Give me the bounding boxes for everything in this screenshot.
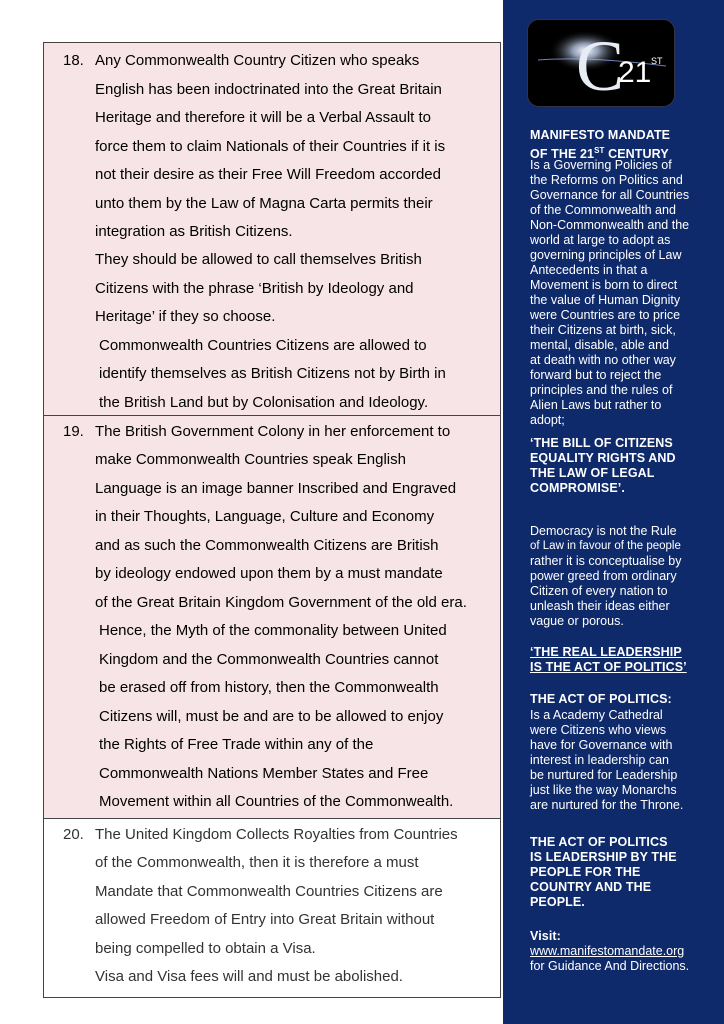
item-line: The United Kingdom Collects Royalties from Countries [95, 826, 458, 843]
bill-line: EQUALITY RIGHTS AND [530, 451, 676, 465]
intro-line: Antecedents in that a [530, 263, 648, 277]
item-number: 18. [63, 52, 84, 69]
intro-line: Non-Commonwealth and the [530, 218, 690, 232]
act-of-politics-heading: THE ACT OF POLITICS: [530, 692, 672, 706]
heading-text: CENTURY [604, 147, 669, 162]
democracy-line: unleash their ideas either [530, 599, 670, 613]
intro-line: governing principles of Law [530, 248, 682, 262]
logo-graphic [528, 20, 674, 106]
manifesto-items-table [43, 42, 501, 998]
item-line: Mandate that Commonwealth Countries Citizens are [95, 883, 443, 900]
democracy-paragraph [530, 524, 681, 629]
intro-line: the Reforms on Politics and [530, 173, 683, 187]
item-line: They should be allowed to call themselves British [95, 251, 422, 268]
people-line: THE ACT OF POLITICS [530, 835, 668, 849]
manifesto-logo [527, 19, 675, 107]
logo-number: 21 [618, 56, 652, 89]
item-line: Any Commonwealth Country Citizen who speaks [95, 52, 420, 69]
item-line: identify themselves as British Citizens not by Birth in [99, 365, 446, 382]
sidebar [503, 0, 724, 1024]
intro-line: of the Commonwealth and [530, 203, 676, 217]
sidebar-intro [530, 158, 689, 428]
intro-line: Movement is born to direct [530, 278, 678, 292]
visit-suffix: for Guidance And Directions. [530, 959, 690, 973]
item-line: the Rights of Free Trade within any of the [99, 736, 374, 753]
act-line: are nurtured for the Throne. [530, 798, 684, 812]
item-line: English has been indoctrinated into the Great Britain [95, 81, 442, 98]
item-line: Heritage and therefore it will be a Verbal Assault to [95, 109, 432, 126]
item-line: The British Government Colony in her enforcement to [95, 423, 451, 440]
logo-sup: ST [651, 56, 663, 66]
intro-line: adopt; [530, 413, 565, 427]
people-line: PEOPLE FOR THE [530, 865, 641, 879]
item-line: allowed Freedom of Entry into Great Britain without [95, 911, 435, 928]
people-line: COUNTRY AND THE [530, 880, 652, 894]
intro-line: world at large to adopt as [530, 233, 671, 247]
act-line: have for Governance with [530, 738, 673, 752]
bill-line: THE LAW OF LEGAL [530, 466, 655, 480]
real-leadership-line: ‘THE REAL LEADERSHIP [530, 645, 682, 659]
act-line: just like the way Monarchs [530, 783, 677, 797]
act-of-politics-paragraph [530, 708, 683, 813]
item-line: of the Commonwealth, then it is therefore a must [95, 854, 419, 871]
item-line: Heritage’ if they so choose. [95, 308, 276, 325]
item-number: 20. [63, 826, 84, 843]
item-line: and as such the Commonwealth Citizens are British [95, 537, 439, 554]
list-item [44, 416, 500, 819]
item-line: in their Thoughts, Language, Culture and Economy [95, 508, 435, 525]
democracy-line: power greed from ordinary [530, 569, 677, 583]
people-line: IS LEADERSHIP BY THE [530, 850, 677, 864]
democracy-line: vague or porous. [530, 614, 624, 628]
leadership-by-people [530, 835, 677, 910]
item-line: the British Land but by Colonisation and Ideology. [99, 394, 429, 411]
item-line: force them to claim Nationals of their Countries if it is [95, 138, 446, 155]
act-line: be nurtured for Leadership [530, 768, 678, 782]
act-line: were Citizens who views [530, 723, 667, 737]
item-line: Kingdom and the Commonwealth Countries cannot [99, 651, 439, 668]
intro-line: forward but to reject the [530, 368, 662, 382]
intro-line: the value of Human Dignity [530, 293, 681, 307]
intro-line: Governance for all Countries [530, 188, 690, 202]
item-line: Visa and Visa fees will and must be abolished. [95, 968, 403, 985]
intro-line: at death with no other way [530, 353, 676, 367]
item-line: unto them by the Law of Magna Carta permits their [95, 195, 433, 212]
intro-line: principles and the rules of [530, 383, 673, 397]
democracy-line: of Law in favour of the people [530, 540, 681, 552]
item-line: not their desire as their Free Will Freedom accorded [95, 166, 441, 183]
intro-line: Is a Governing Policies of [530, 158, 672, 172]
item-line: Movement within all Countries of the Commonwealth. [99, 793, 454, 810]
act-line: interest in leadership can [530, 753, 669, 767]
act-line: Is a Academy Cathedral [530, 708, 663, 722]
item-line: Citizens will, must be and are to be allowed to enjoy [99, 708, 444, 725]
item-line: Commonwealth Countries Citizens are allowed to [99, 337, 427, 354]
visit-label: Visit: [530, 929, 561, 943]
item-line: integration as British Citizens. [95, 223, 293, 240]
item-line: Commonwealth Nations Member States and Free [99, 765, 429, 782]
item-line: make Commonwealth Countries speak English [95, 451, 406, 468]
intro-line: their Citizens at birth, sick, [530, 323, 676, 337]
intro-line: were Countries are to price [530, 308, 681, 322]
item-line: Citizens with the phrase ‘British by Ideology and [95, 280, 414, 297]
bill-line: COMPROMISE’. [530, 481, 625, 495]
democracy-line: rather it is conceptualise by [530, 554, 682, 568]
website-link[interactable]: www.manifestomandate.org [530, 944, 685, 958]
real-leadership-line: IS THE ACT OF POLITICS’ [530, 660, 687, 674]
democracy-line: Democracy is not the Rule [530, 524, 677, 538]
heading-line: MANIFESTO MANDATE [530, 128, 671, 142]
intro-line: Alien Laws but rather to [530, 398, 662, 412]
item-number: 19. [63, 423, 84, 440]
people-line: PEOPLE. [530, 895, 585, 909]
bill-line: ‘THE BILL OF CITIZENS [530, 436, 673, 450]
item-line: by ideology endowed upon them by a must mandate [95, 565, 443, 582]
real-leadership-title [530, 645, 687, 675]
list-item [44, 819, 500, 998]
list-item [44, 43, 500, 416]
heading-sup: ST [594, 146, 605, 155]
democracy-line: Citizen of every nation to [530, 584, 668, 598]
item-line: Hence, the Myth of the commonality between United [99, 622, 447, 639]
bill-of-rights-title [530, 436, 676, 496]
intro-line: mental, disable, able and [530, 338, 669, 352]
heading-text: OF THE 21 [530, 147, 595, 162]
item-line: of the Great Britain Kingdom Government of the old era. [95, 594, 467, 611]
item-line: be erased off from history, then the Commonwealth [99, 679, 439, 696]
item-line: Language is an image banner Inscribed and Engraved [95, 480, 457, 497]
logo-letter: C [575, 26, 625, 106]
item-line: being compelled to obtain a Visa. [95, 940, 316, 957]
